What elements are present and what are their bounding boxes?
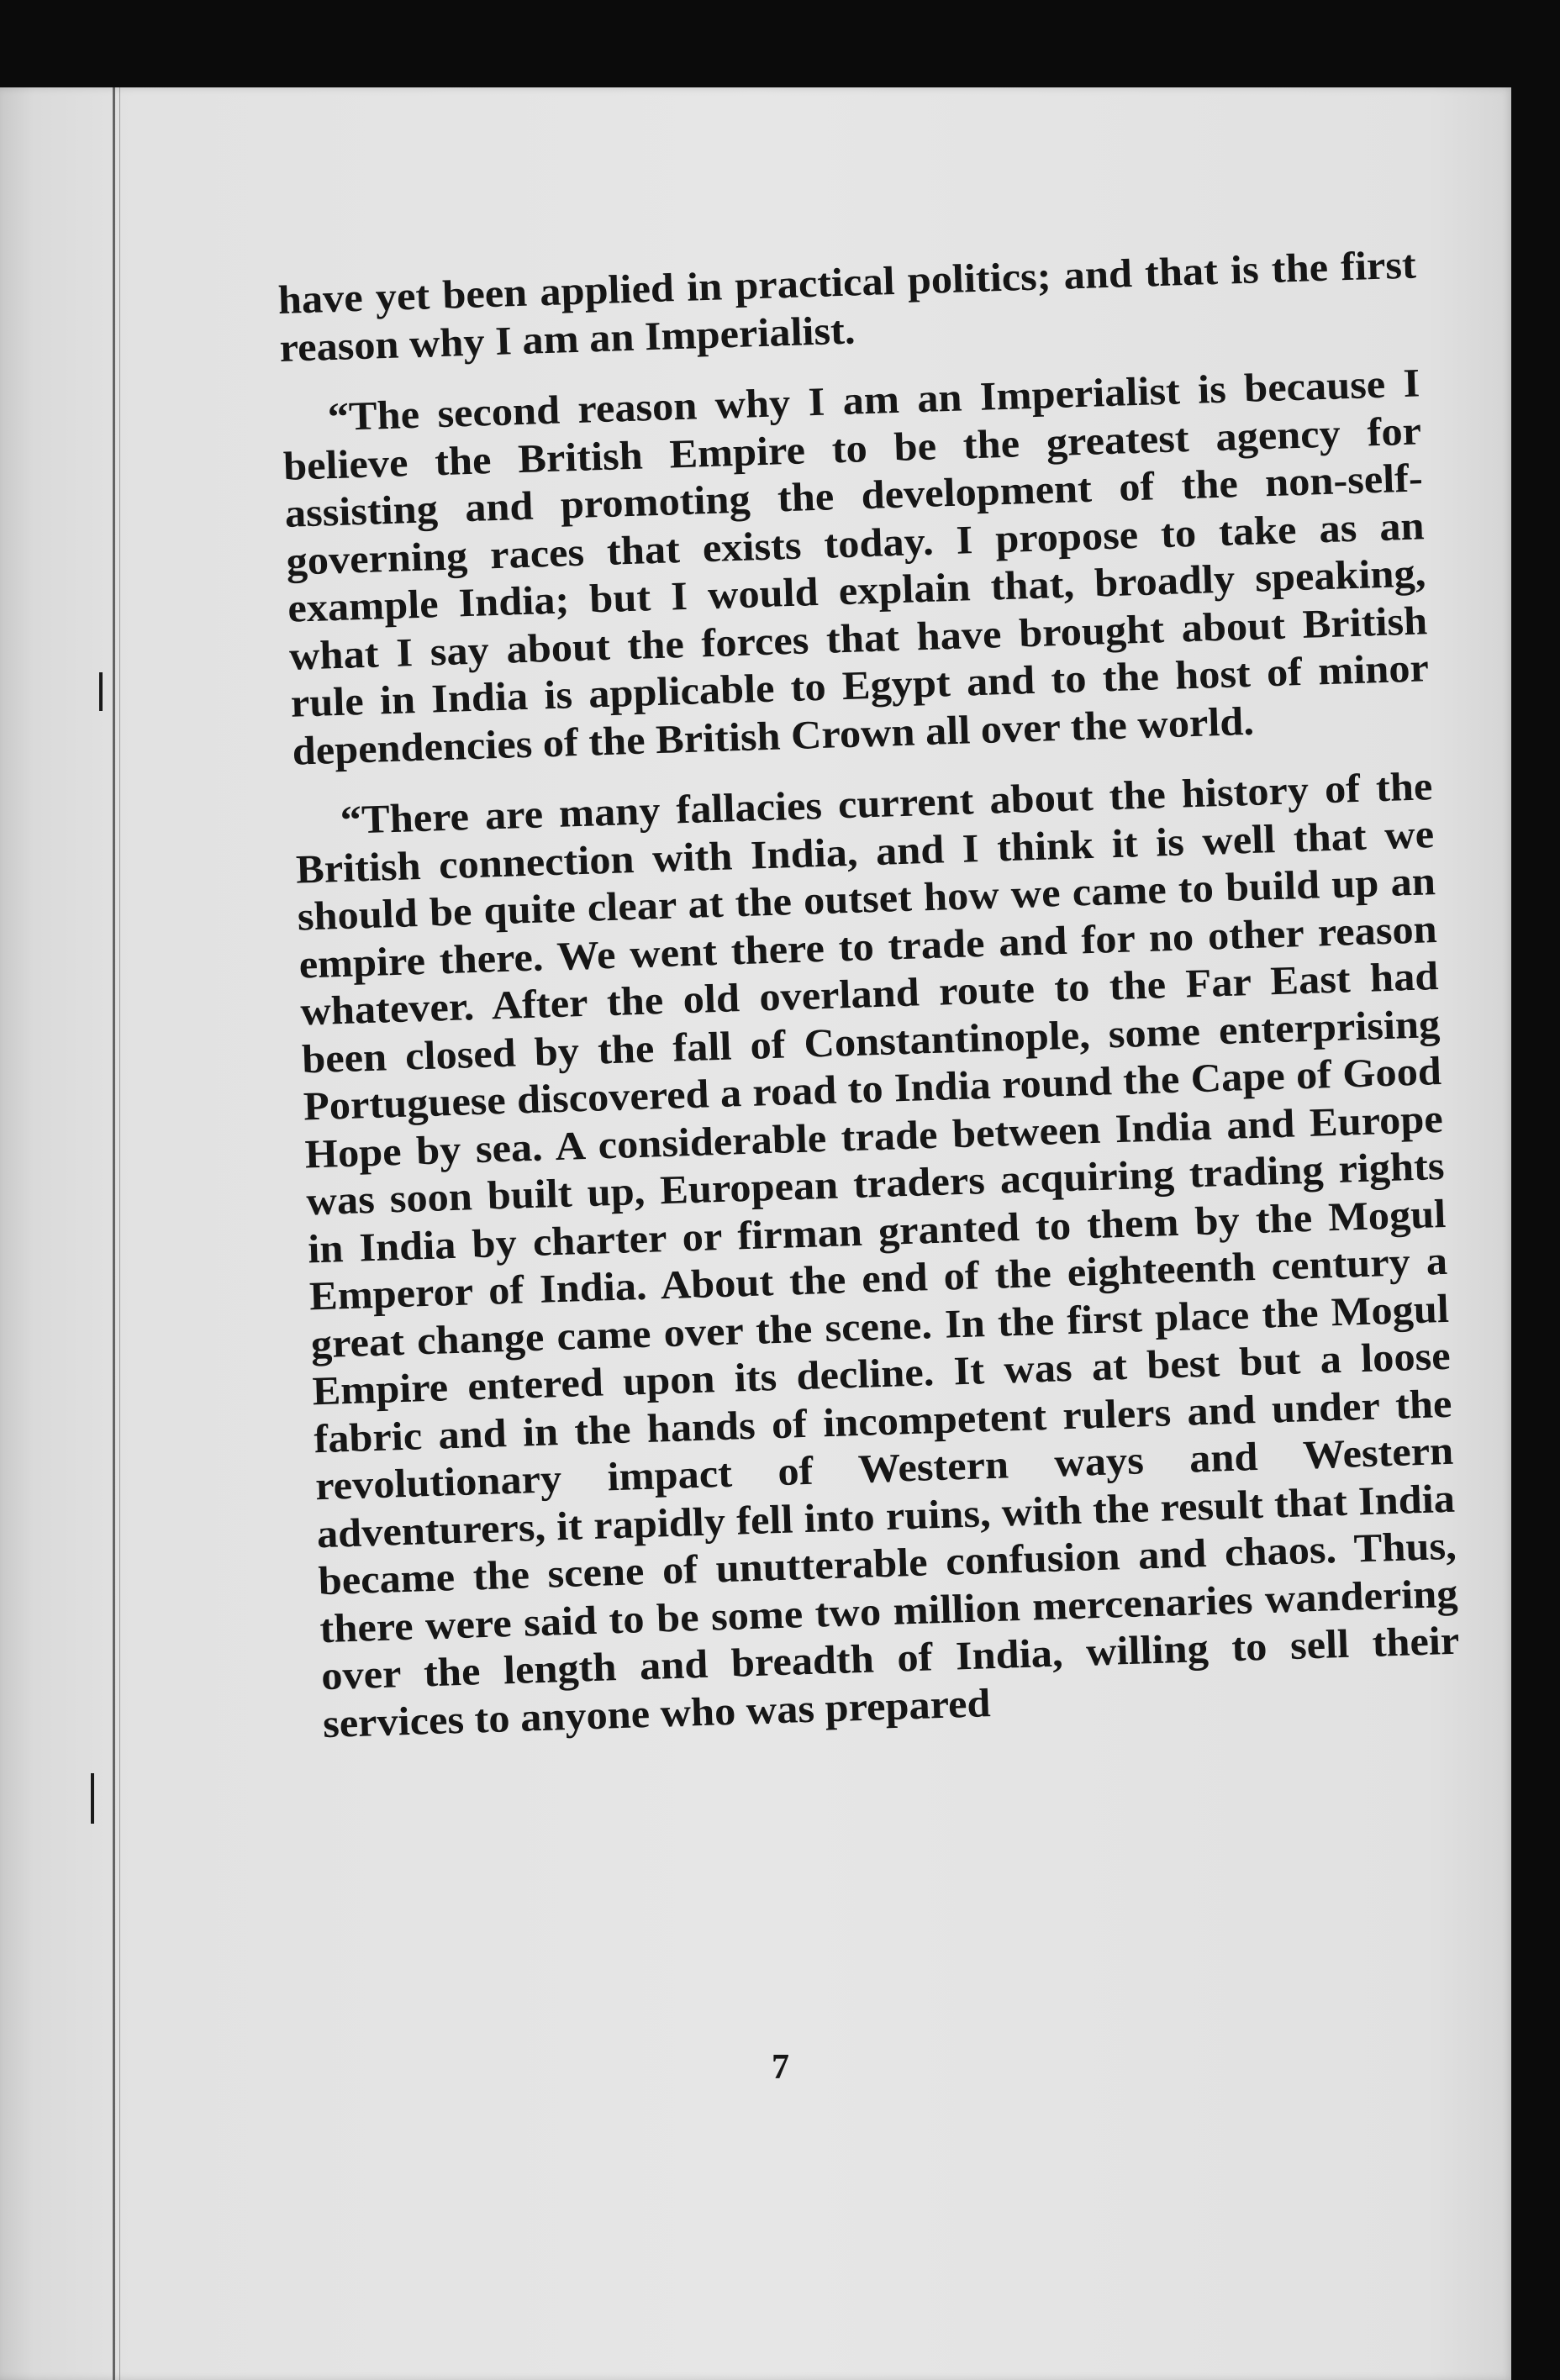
page-text	[277, 241, 1462, 1772]
scan-right-border	[1511, 87, 1560, 2380]
paragraph-second-reason: “The second reason why I am an Imperialist is because I believe the British Empire to be the greatest agency for assisting and promoting the development of the non-self-governing races that exists today. I propose to take as an example India; but I would explain that, broadly speaking, what I say about the forces that have brought about British rule in India is applicable to Egypt and to the host of minor dependencies of the British Crown all over the world.	[282, 361, 1430, 774]
binding-gutter-line	[113, 87, 115, 2380]
scan-top-border	[0, 0, 1560, 91]
gutter-mark	[91, 1773, 94, 1824]
page-number: 7	[772, 2048, 789, 2087]
gutter-mark	[99, 672, 103, 711]
binding-gutter-line-faint	[119, 87, 120, 2380]
paragraph-fallacies: “There are many fallacies current about the history of the British connection with India, and I think it is well that we should be quite clear at the outset how we came to build up an empire there. We went there to trade and for no other reason whatever. After the old overland route to the Far East had been closed by the fall of Constantinople, some enterprising Portuguese discovered a road to India round the Cape of Good Hope by sea. A considerable trade between India and Europe was soon built up, European traders acquiring trading rights in India by charter or firman granted to them by the Mogul Emperor of India. About the end of the eighteenth century a great change came over the scene. In the first place the Mogul Empire entered upon its decline. It was at best but a loose fabric and in the hands of incompetent rulers and under the revolutionary impact of Western ways and Western adventurers, it rapidly fell into ruins, with the result that India became the scene of unutterable confusion and chaos. Thus, there were said to be some two million mercenaries wandering over the length and breadth of India, willing to sell their services to anyone who was prepared	[295, 764, 1460, 1746]
paragraph-continued: have yet been applied in practical politics; and that is the first reason why I am an Imperialist.	[277, 242, 1417, 371]
